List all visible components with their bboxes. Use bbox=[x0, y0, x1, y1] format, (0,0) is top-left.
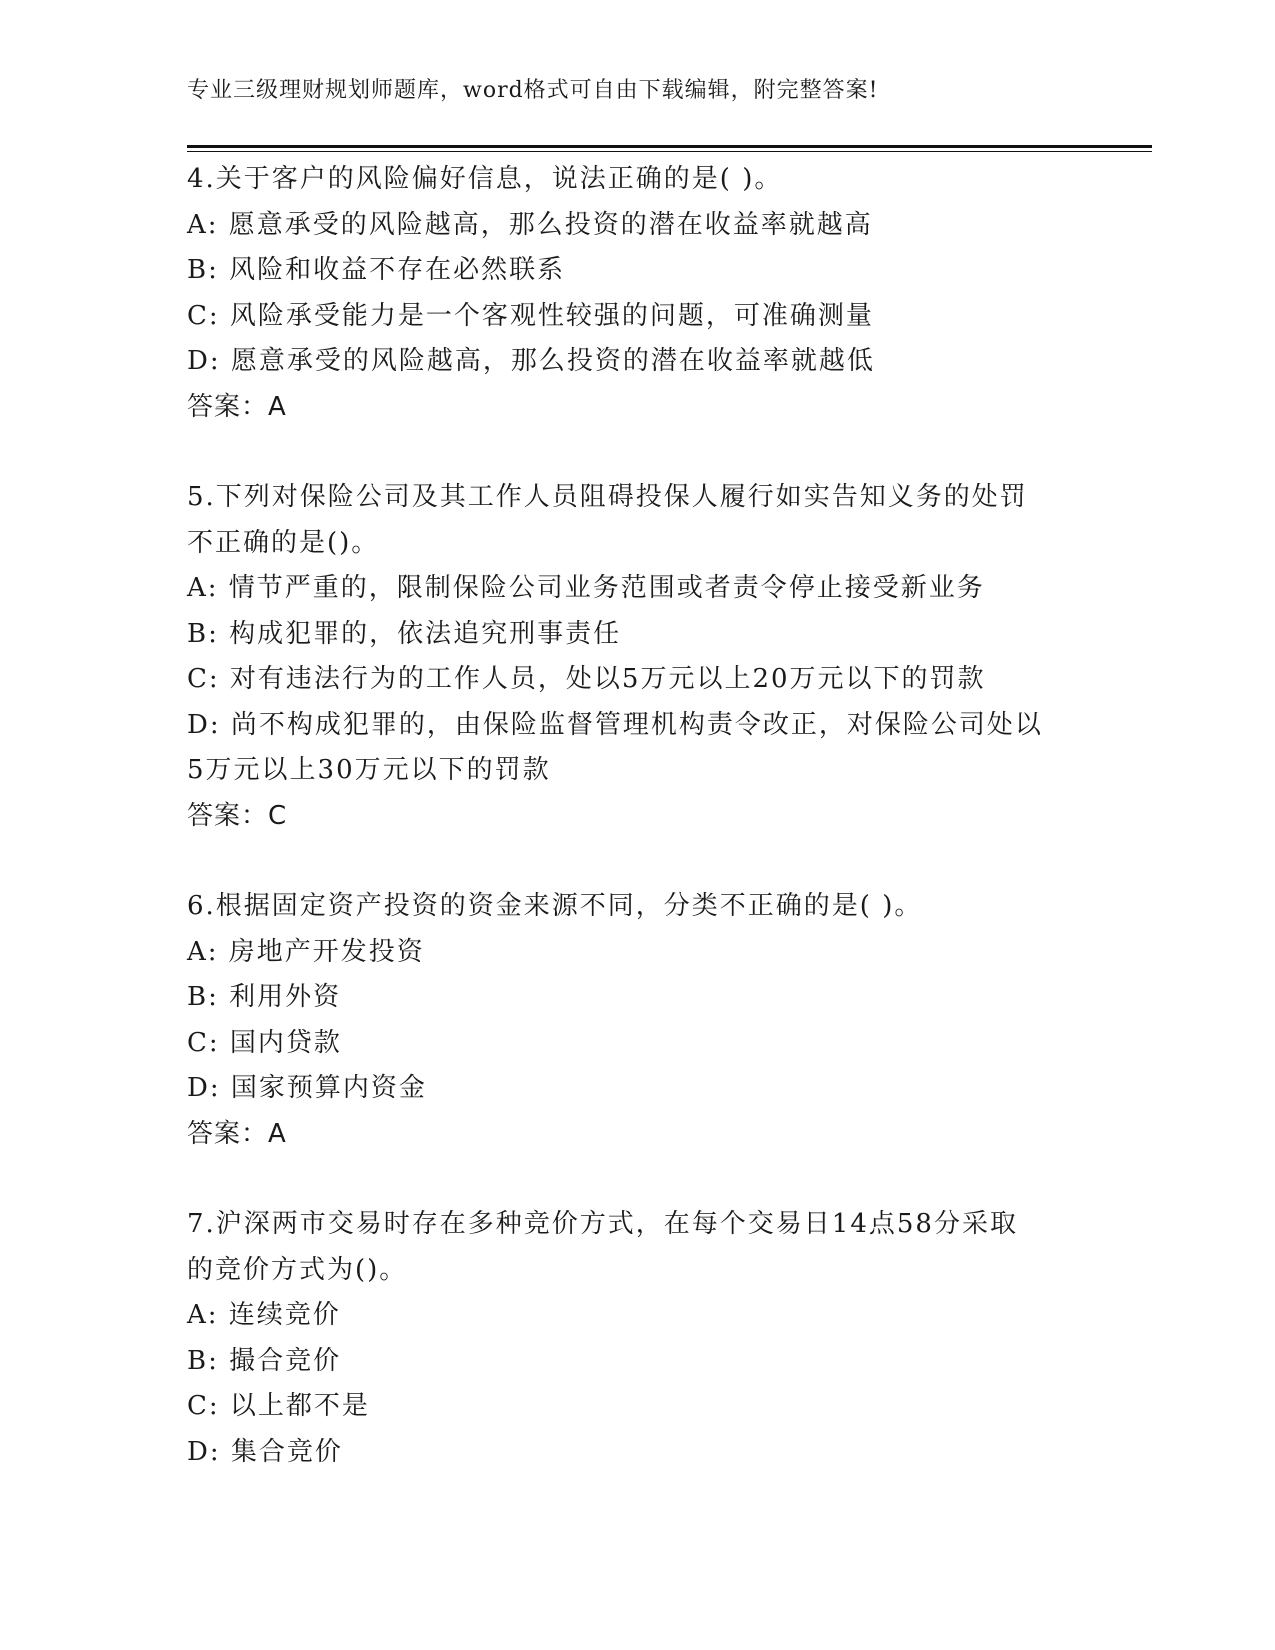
question-stem: 7.沪深两市交易时存在多种竞价方式，在每个交易日14点58分采取 bbox=[187, 1209, 1018, 1239]
question-stem: 的竞价方式为()。 bbox=[187, 1254, 408, 1285]
question-option: A: 房地产开发投资 bbox=[187, 936, 425, 967]
question-option: D: 国家预算内资金 bbox=[187, 1073, 427, 1103]
question-block bbox=[187, 1202, 1087, 1475]
question-list bbox=[187, 157, 1087, 1520]
answer-line: 答案：C bbox=[187, 800, 288, 831]
page-header: 专业三级理财规划师题库，word格式可自由下载编辑，附完整答案! bbox=[187, 78, 879, 103]
question-option: D: 尚不构成犯罪的，由保险监督管理机构责令改正，对保险公司处以 bbox=[187, 709, 1043, 740]
question-stem: 4.关于客户的风险偏好信息，说法正确的是( )。 bbox=[187, 164, 783, 194]
question-option: 5万元以上30万元以下的罚款 bbox=[187, 755, 551, 785]
header-rule-thin bbox=[187, 151, 1152, 152]
question-block bbox=[187, 884, 1087, 1157]
question-option: B: 风险和收益不存在必然联系 bbox=[187, 255, 566, 285]
question-stem: 不正确的是()。 bbox=[187, 527, 380, 558]
question-option: A: 情节严重的，限制保险公司业务范围或者责令停止接受新业务 bbox=[187, 573, 985, 603]
question-block bbox=[187, 475, 1087, 839]
header-rule-thick bbox=[187, 145, 1152, 148]
question-option: B: 撮合竞价 bbox=[187, 1345, 342, 1376]
question-option: D: 集合竞价 bbox=[187, 1436, 343, 1467]
question-option: C: 对有违法行为的工作人员，处以5万元以上20万元以下的罚款 bbox=[187, 664, 986, 694]
question-option: A: 愿意承受的风险越高，那么投资的潜在收益率就越高 bbox=[187, 209, 873, 240]
answer-line: 答案：A bbox=[187, 1118, 287, 1149]
question-option: D: 愿意承受的风险越高，那么投资的潜在收益率就越低 bbox=[187, 346, 875, 376]
question-block bbox=[187, 157, 1087, 430]
question-option: C: 以上都不是 bbox=[187, 1391, 370, 1421]
question-stem: 5.下列对保险公司及其工作人员阻碍投保人履行如实告知义务的处罚 bbox=[187, 482, 1028, 512]
question-option: C: 风险承受能力是一个客观性较强的问题，可准确测量 bbox=[187, 300, 874, 331]
question-option: A: 连续竞价 bbox=[187, 1300, 341, 1330]
question-stem: 6.根据固定资产投资的资金来源不同，分类不正确的是( )。 bbox=[187, 891, 923, 921]
question-option: B: 利用外资 bbox=[187, 982, 342, 1012]
question-option: B: 构成犯罪的，依法追究刑事责任 bbox=[187, 618, 622, 649]
answer-line: 答案：A bbox=[187, 391, 287, 422]
question-option: C: 国内贷款 bbox=[187, 1027, 342, 1058]
